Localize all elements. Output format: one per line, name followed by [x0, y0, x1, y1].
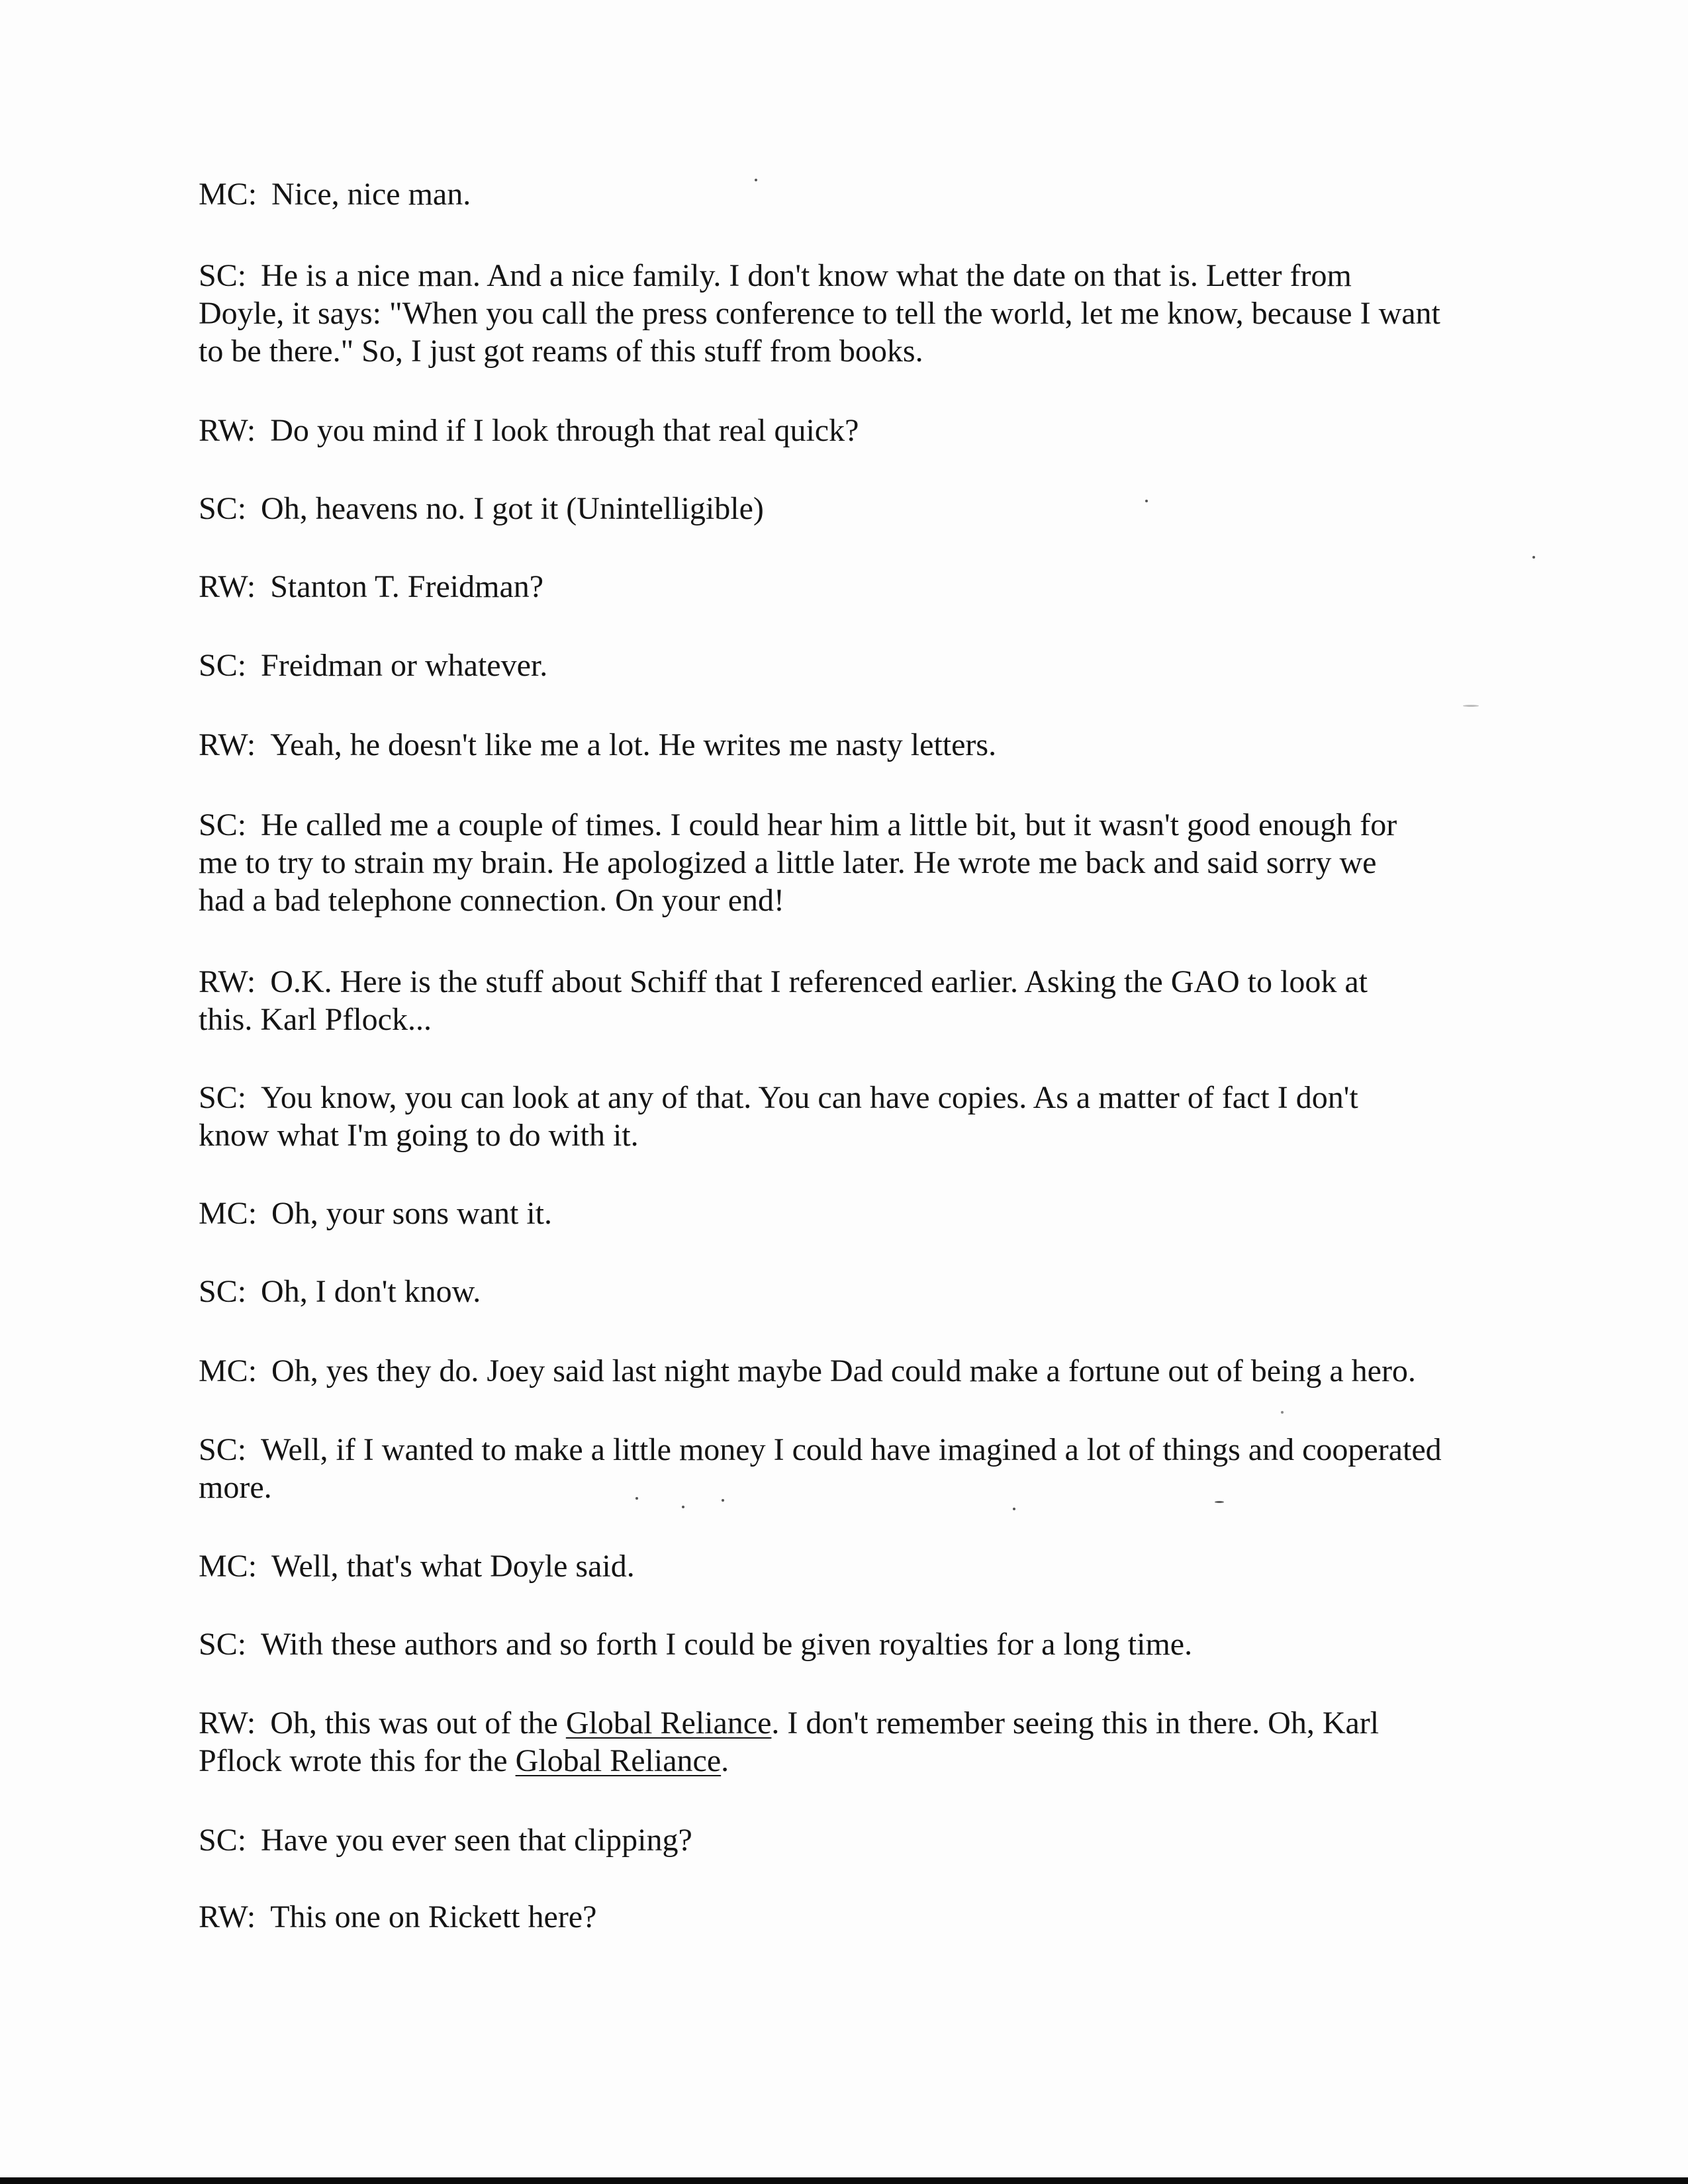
dialogue-line: Oh, your sons want it. — [271, 1196, 553, 1231]
dialogue-line-part: . I don't remember seeing this in there. Oh, Karl — [771, 1706, 1380, 1741]
dialogue-line: Oh, I don't know. — [261, 1274, 481, 1309]
speaker-label: SC: — [199, 1080, 247, 1115]
transcript-entry — [199, 1821, 1509, 1859]
scan-speck — [1463, 705, 1479, 707]
transcript-entry — [199, 175, 1509, 213]
speaker-label: RW: — [199, 1899, 256, 1934]
dialogue-line: to be there." So, I just got reams of this stuff from books. — [199, 334, 923, 369]
speaker-label: MC: — [199, 1353, 258, 1388]
speaker-label: MC: — [199, 1196, 258, 1231]
dialogue-line: Do you mind if I look through that real quick? — [270, 413, 859, 448]
speaker-label: RW: — [199, 569, 256, 604]
transcript-entry — [199, 1195, 1509, 1232]
transcript-entry — [199, 568, 1509, 606]
dialogue-line: O.K. Here is the stuff about Schiff that I referenced earlier. Asking the GAO to look at — [270, 964, 1368, 999]
scan-speck — [755, 179, 757, 181]
dialogue-line: This one on Rickett here? — [270, 1899, 597, 1934]
dialogue-line: Well, that's what Doyle said. — [271, 1549, 635, 1584]
scan-speck — [635, 1497, 638, 1500]
dialogue-line: He called me a couple of times. I could hear him a little bit, but it wasn't good enough for — [261, 807, 1397, 842]
dialogue-line: Oh, yes they do. Joey said last night maybe Dad could make a fortune out of being a hero. — [271, 1353, 1416, 1388]
scan-speck — [682, 1506, 684, 1508]
transcript-entry — [199, 806, 1509, 919]
transcript-entry — [199, 647, 1509, 684]
scan-bottom-edge — [0, 2177, 1688, 2184]
speaker-label: SC: — [199, 1627, 247, 1662]
scan-speck — [1281, 1411, 1284, 1414]
dialogue-line: more. — [199, 1470, 272, 1505]
transcript-entry — [199, 726, 1509, 764]
dialogue-line: Have you ever seen that clipping? — [261, 1823, 692, 1858]
transcript-entry — [199, 963, 1509, 1038]
scan-speck — [1145, 500, 1148, 502]
transcript-entry — [199, 1079, 1509, 1154]
speaker-label: RW: — [199, 413, 256, 448]
transcript-entry — [199, 1431, 1509, 1506]
speaker-label: SC: — [199, 648, 247, 683]
dialogue-line: know what I'm going to do with it. — [199, 1118, 639, 1153]
scan-speck — [1013, 1508, 1015, 1510]
speaker-label: MC: — [199, 177, 258, 212]
speaker-label: SC: — [199, 258, 247, 293]
dialogue-line: Doyle, it says: "When you call the press conference to tell the world, let me know, because I want — [199, 296, 1440, 331]
publication-title: Global Reliance — [515, 1743, 722, 1778]
speaker-label: SC: — [199, 1274, 247, 1309]
speaker-label: SC: — [199, 491, 247, 526]
dialogue-line: Well, if I wanted to make a little money I could have imagined a lot of things and cooperated — [261, 1432, 1442, 1467]
publication-title: Global Reliance — [565, 1706, 772, 1741]
dialogue-line-part: Pflock wrote this for the — [199, 1743, 516, 1778]
dialogue-line: With these authors and so forth I could be given royalties for a long time. — [261, 1627, 1193, 1662]
dialogue-line-part: Oh, this was out of the — [270, 1706, 566, 1741]
transcript-entry — [199, 412, 1509, 449]
transcript-entry — [199, 1273, 1509, 1310]
dialogue-line: Stanton T. Freidman? — [270, 569, 544, 604]
speaker-label: SC: — [199, 1432, 247, 1467]
scan-speck — [1532, 556, 1535, 559]
transcript-entry — [199, 257, 1509, 370]
dialogue-line: Yeah, he doesn't like me a lot. He writes me nasty letters. — [270, 727, 997, 762]
dialogue-line: He is a nice man. And a nice family. I don't know what the date on that is. Letter from — [261, 258, 1352, 293]
scan-speck — [722, 1499, 724, 1502]
speaker-label: SC: — [199, 1823, 247, 1858]
speaker-label: SC: — [199, 807, 247, 842]
transcript-entry — [199, 1704, 1509, 1780]
transcript-entry — [199, 1352, 1509, 1390]
dialogue-line: Nice, nice man. — [271, 177, 471, 212]
dialogue-line: Oh, heavens no. I got it (Unintelligible) — [261, 491, 764, 526]
transcript-entry — [199, 1547, 1509, 1585]
transcript-entry — [199, 1898, 1509, 1936]
scan-speck — [1215, 1501, 1224, 1503]
dialogue-line: had a bad telephone connection. On your end! — [199, 883, 785, 918]
dialogue-line: Freidman or whatever. — [261, 648, 548, 683]
transcript-entry — [199, 1625, 1509, 1663]
speaker-label: RW: — [199, 727, 256, 762]
dialogue-line: You know, you can look at any of that. You can have copies. As a matter of fact I don't — [261, 1080, 1358, 1115]
speaker-label: MC: — [199, 1549, 258, 1584]
speaker-label: RW: — [199, 1706, 256, 1741]
dialogue-line: this. Karl Pflock... — [199, 1002, 432, 1037]
dialogue-line-part: . — [721, 1743, 729, 1778]
transcript-entry — [199, 490, 1509, 527]
speaker-label: RW: — [199, 964, 256, 999]
dialogue-line: me to try to strain my brain. He apologized a little later. He wrote me back and said sorry we — [199, 845, 1377, 880]
